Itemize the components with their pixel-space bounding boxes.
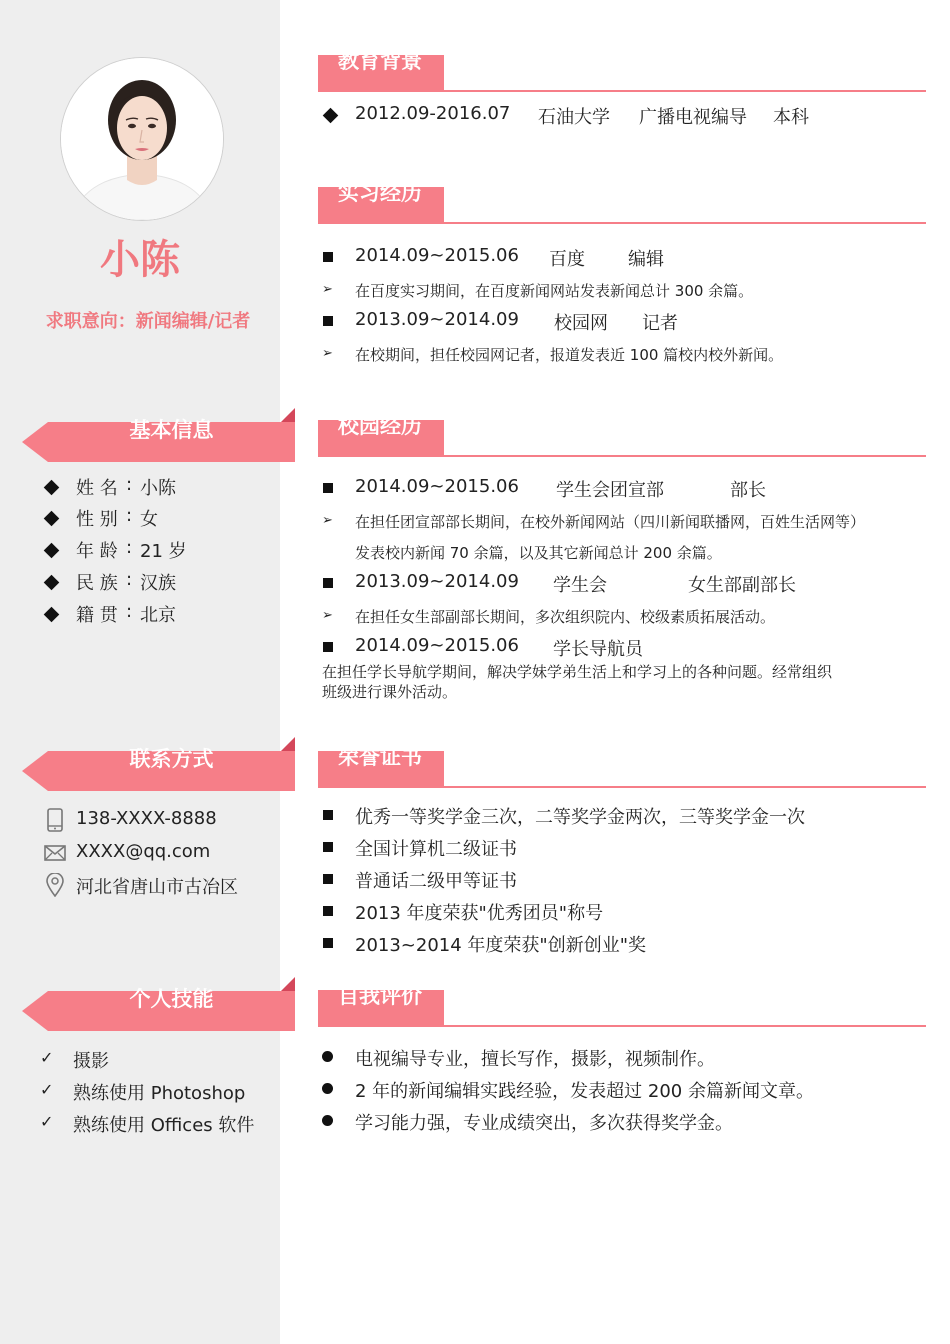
- email-address: XXXX@qq.com: [76, 841, 211, 862]
- profile-photo: [60, 57, 224, 221]
- round-bullet-icon: [322, 1115, 333, 1126]
- section-banner-skills: [22, 987, 295, 1031]
- education-degree: 本科: [773, 107, 809, 128]
- info-label: 性 别: [76, 509, 118, 530]
- section-title: 校园经历: [338, 414, 422, 438]
- info-label: 姓 名: [76, 478, 118, 499]
- info-label: 籍 贯: [76, 605, 118, 626]
- job-objective: 求职意向：新闻编辑/记者: [45, 311, 251, 332]
- info-label: 民 族: [76, 573, 118, 594]
- info-value: 小陈: [140, 478, 176, 499]
- section-title: 教育背景: [338, 49, 422, 73]
- section-header-internship: [318, 181, 926, 227]
- check-icon: ✓: [40, 1048, 54, 1067]
- section-title: 基本信息: [129, 418, 214, 442]
- education-major: 广播电视编导: [639, 107, 747, 128]
- arrow-bullet-icon: ➢: [322, 346, 333, 361]
- check-icon: ✓: [40, 1112, 54, 1131]
- info-value: 21 岁: [140, 541, 187, 562]
- portrait-image: [61, 58, 223, 220]
- section-banner-basic-info: [22, 418, 295, 462]
- mail-icon: [44, 845, 66, 861]
- section-header-honors: [318, 745, 926, 791]
- arrow-bullet-icon: ➢: [322, 282, 333, 297]
- section-banner-contact: [22, 747, 295, 791]
- info-value: 北京: [140, 605, 176, 626]
- section-title: 自我评价: [338, 984, 422, 1008]
- address: 河北省唐山市古冶区: [76, 877, 238, 898]
- section-header-education: [318, 49, 926, 95]
- phone-number: 138-XXXX-8888: [76, 808, 217, 829]
- round-bullet-icon: [322, 1083, 333, 1094]
- info-value: 女: [140, 509, 158, 530]
- square-bullet-icon: [323, 810, 333, 820]
- square-bullet-icon: [323, 906, 333, 916]
- square-bullet-icon: [323, 642, 333, 652]
- round-bullet-icon: [322, 1051, 333, 1062]
- section-header-self-eval: [318, 984, 926, 1030]
- arrow-bullet-icon: ➢: [322, 608, 333, 623]
- square-bullet-icon: [323, 578, 333, 588]
- section-header-campus: [318, 414, 926, 460]
- location-pin-icon: [46, 873, 64, 897]
- info-label: 年 龄: [76, 541, 118, 562]
- square-bullet-icon: [323, 874, 333, 884]
- square-bullet-icon: [323, 483, 333, 493]
- diamond-bullet-icon: [323, 108, 339, 124]
- info-value: 汉族: [140, 573, 176, 594]
- phone-icon: [46, 808, 64, 832]
- square-bullet-icon: [323, 842, 333, 852]
- section-title: 实习经历: [338, 181, 422, 205]
- section-title: 联系方式: [129, 747, 214, 771]
- square-bullet-icon: [323, 316, 333, 326]
- square-bullet-icon: [323, 252, 333, 262]
- arrow-bullet-icon: ➢: [322, 513, 333, 528]
- candidate-name: 小陈: [100, 237, 180, 283]
- section-title: 荣誉证书: [338, 745, 422, 769]
- education-school: 石油大学: [538, 107, 610, 128]
- section-title: 个人技能: [129, 987, 214, 1011]
- education-period: 2012.09-2016.07: [355, 103, 511, 124]
- square-bullet-icon: [323, 938, 333, 948]
- check-icon: ✓: [40, 1080, 54, 1099]
